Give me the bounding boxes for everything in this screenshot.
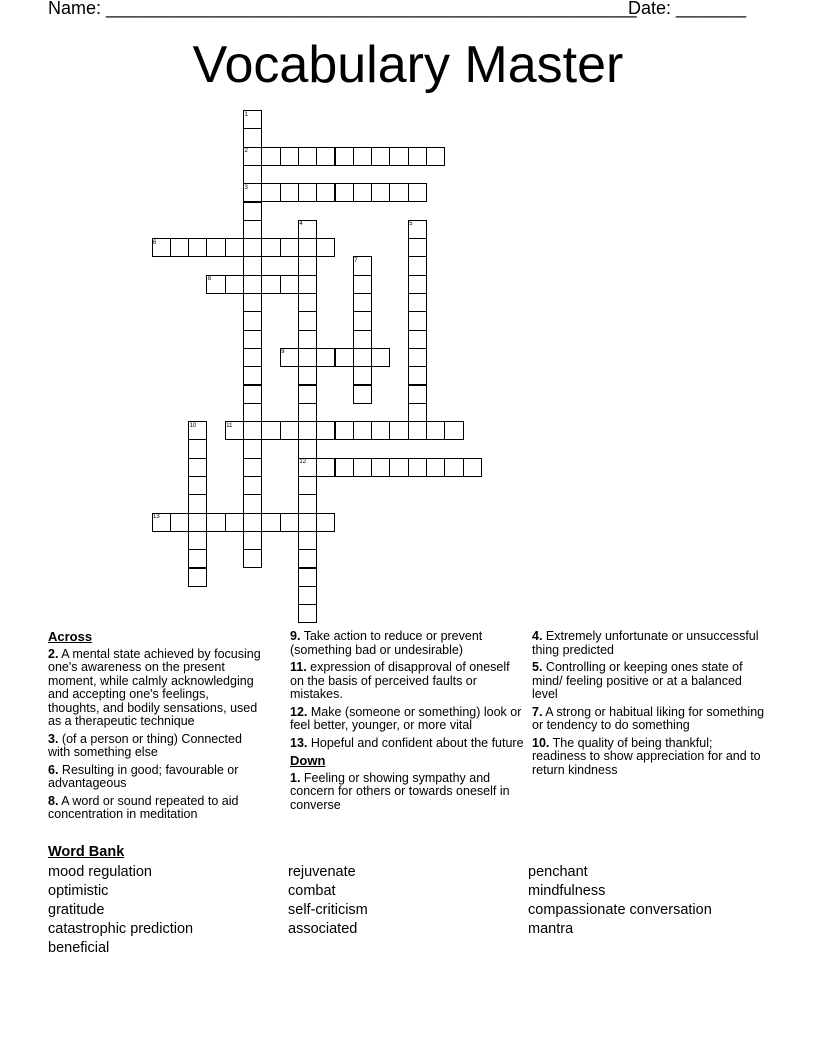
crossword-cell[interactable] — [426, 458, 445, 477]
crossword-cell[interactable] — [298, 238, 317, 257]
crossword-cell[interactable] — [298, 385, 317, 404]
crossword-cell[interactable] — [243, 330, 262, 349]
crossword-cell[interactable] — [298, 275, 317, 294]
crossword-cell[interactable] — [188, 458, 207, 477]
crossword-cell[interactable] — [188, 568, 207, 587]
crossword-cell[interactable] — [243, 256, 262, 275]
crossword-cell[interactable] — [243, 403, 262, 422]
clue-down-10: 10. The quality of being thankful; readiness to show appreciation for and to return kindness — [532, 735, 761, 777]
crossword-cell[interactable] — [280, 421, 299, 440]
clue-across-8: 8. A word or sound repeated to aid concentration in meditation — [48, 793, 239, 821]
crossword-cell[interactable] — [353, 147, 372, 166]
word-bank-column-2 — [288, 863, 368, 939]
clue-across-3: 3. (of a person or thing) Connected with something else — [48, 731, 242, 759]
crossword-cell[interactable] — [371, 458, 390, 477]
crossword-cell[interactable] — [243, 275, 262, 294]
crossword-cell[interactable] — [243, 202, 262, 221]
crossword-cell[interactable] — [353, 183, 372, 202]
clue-number-9: 9 — [281, 349, 285, 356]
crossword-cell[interactable] — [353, 330, 372, 349]
crossword-cell[interactable] — [371, 348, 390, 367]
crossword-cell[interactable] — [243, 293, 262, 312]
crossword-cell[interactable] — [243, 385, 262, 404]
crossword-cell[interactable] — [408, 238, 427, 257]
crossword-cell[interactable] — [353, 348, 372, 367]
crossword-cell[interactable] — [243, 421, 262, 440]
crossword-cell[interactable] — [243, 366, 262, 385]
crossword-cell[interactable] — [298, 494, 317, 513]
word-bank-item: penchant — [528, 864, 588, 880]
word-bank-item: self-criticism — [288, 902, 368, 918]
crossword-cell[interactable] — [243, 513, 262, 532]
crossword-cell[interactable] — [408, 311, 427, 330]
crossword-cell[interactable] — [261, 275, 280, 294]
clue-down-1: 1. Feeling or showing sympathy and concern for others or towards oneself in converse — [290, 770, 510, 812]
crossword-cell[interactable] — [408, 403, 427, 422]
crossword-cell[interactable] — [243, 476, 262, 495]
crossword-cell[interactable] — [243, 439, 262, 458]
word-bank-title: Word Bank — [48, 844, 125, 860]
crossword-cell[interactable] — [243, 531, 262, 550]
crossword-cell[interactable] — [298, 604, 317, 623]
clue-across-11: 11. expression of disapproval of oneself on the basis of perceived faults or mistakes. — [290, 660, 510, 701]
crossword-cell[interactable] — [298, 531, 317, 550]
crossword-cell[interactable] — [261, 238, 280, 257]
clue-number-3: 3 — [244, 184, 248, 191]
crossword-cell[interactable] — [298, 586, 317, 605]
clues-column-2 — [290, 630, 524, 816]
crossword-cell[interactable] — [243, 549, 262, 568]
crossword-cell[interactable] — [298, 513, 317, 532]
crossword-cell[interactable] — [188, 513, 207, 532]
crossword-cell[interactable] — [335, 183, 354, 202]
clue-number-2: 2 — [244, 148, 248, 155]
crossword-cell[interactable] — [261, 421, 280, 440]
crossword-cell[interactable] — [316, 513, 335, 532]
crossword-cell[interactable] — [444, 458, 463, 477]
clue-number-5: 5 — [409, 221, 413, 228]
clue-down-4: 4. Extremely unfortunate or unsuccessful thing predicted — [532, 629, 759, 657]
crossword-cell[interactable] — [389, 183, 408, 202]
crossword-cell[interactable] — [298, 348, 317, 367]
crossword-cell[interactable] — [408, 366, 427, 385]
clue-number-6: 6 — [153, 239, 157, 246]
crossword-cell[interactable] — [426, 147, 445, 166]
crossword-cell[interactable] — [335, 421, 354, 440]
crossword-cell[interactable] — [243, 128, 262, 147]
crossword-cell[interactable] — [335, 348, 354, 367]
clues-column-3 — [532, 630, 768, 781]
word-bank-column-1 — [48, 863, 193, 958]
crossword-cell[interactable] — [353, 366, 372, 385]
crossword-cell[interactable] — [408, 183, 427, 202]
crossword-cell[interactable] — [170, 513, 189, 532]
clue-number-4: 4 — [299, 221, 303, 228]
word-bank-item: combat — [288, 883, 336, 899]
crossword-cell[interactable] — [225, 238, 244, 257]
clue-number-11: 11 — [226, 422, 233, 429]
crossword-cell[interactable] — [316, 421, 335, 440]
crossword-cell[interactable] — [316, 458, 335, 477]
word-bank-item: mood regulation — [48, 864, 152, 880]
crossword-cell[interactable] — [280, 275, 299, 294]
crossword-cell[interactable] — [280, 238, 299, 257]
crossword-cell[interactable] — [243, 220, 262, 239]
crossword-cell[interactable] — [408, 147, 427, 166]
clue-across-6: 6. Resulting in good; favourable or advantageous — [48, 762, 239, 790]
crossword-cell[interactable] — [353, 293, 372, 312]
crossword-cell[interactable] — [298, 403, 317, 422]
name-field-label: Name: _____________________________________________________ — [48, 0, 637, 18]
clue-number-12: 12 — [299, 459, 307, 466]
crossword-cell[interactable] — [298, 421, 317, 440]
crossword-cell[interactable] — [225, 275, 244, 294]
crossword-cell[interactable] — [188, 494, 207, 513]
clue-across-12: 12. Make (someone or something) look or feel better, younger, or more vital — [290, 704, 522, 732]
crossword-cell[interactable] — [353, 421, 372, 440]
crossword-cell[interactable] — [444, 421, 463, 440]
word-bank-item: associated — [288, 921, 358, 937]
crossword-cell[interactable] — [463, 458, 482, 477]
clue-down-7: 7. A strong or habitual liking for something or tendency to do something — [532, 704, 765, 732]
word-bank-item: optimistic — [48, 883, 109, 899]
crossword-cell[interactable] — [298, 568, 317, 587]
crossword-cell[interactable] — [298, 311, 317, 330]
crossword-cell[interactable] — [243, 458, 262, 477]
crossword-cell[interactable] — [261, 513, 280, 532]
crossword-cell[interactable] — [408, 348, 427, 367]
crossword-cell[interactable] — [298, 366, 317, 385]
crossword-cell[interactable] — [206, 513, 225, 532]
crossword-cell[interactable] — [408, 256, 427, 275]
crossword-cell[interactable] — [408, 330, 427, 349]
crossword-cell[interactable] — [371, 421, 390, 440]
crossword-cell[interactable] — [170, 238, 189, 257]
clue-across-9: 9. Take action to reduce or prevent (something bad or undesirable) — [290, 629, 483, 657]
crossword-cell[interactable] — [298, 183, 317, 202]
clue-number-13: 13 — [153, 514, 160, 521]
clue-number-10: 10 — [189, 422, 197, 429]
crossword-cell[interactable] — [371, 183, 390, 202]
crossword-cell[interactable] — [298, 293, 317, 312]
page-title: Vocabulary Master — [192, 36, 624, 94]
crossword-cell[interactable] — [426, 421, 445, 440]
crossword-cell[interactable] — [316, 348, 335, 367]
crossword-cell[interactable] — [280, 513, 299, 532]
crossword-cell[interactable] — [225, 513, 244, 532]
crossword-cell[interactable] — [298, 476, 317, 495]
crossword-cell[interactable] — [188, 531, 207, 550]
crossword-cell[interactable] — [316, 147, 335, 166]
crossword-cell[interactable] — [353, 275, 372, 294]
word-bank-item: rejuvenate — [288, 864, 356, 880]
date-field-label: Date: _______ — [628, 0, 747, 18]
word-bank-item: beneficial — [48, 940, 110, 956]
crossword-cell[interactable] — [371, 147, 390, 166]
clue-number-8: 8 — [207, 276, 212, 283]
clue-number-1: 1 — [244, 111, 248, 118]
crossword-cell[interactable] — [316, 238, 335, 257]
clues-column-1 — [48, 630, 263, 826]
crossword-cell[interactable] — [389, 421, 408, 440]
crossword-cell[interactable] — [188, 549, 207, 568]
crossword-cell[interactable] — [408, 385, 427, 404]
crossword-cell[interactable] — [280, 147, 299, 166]
word-bank-item: gratitude — [48, 902, 105, 918]
crossword-cell[interactable] — [353, 311, 372, 330]
crossword-cell[interactable] — [353, 385, 372, 404]
clue-number-7: 7 — [354, 257, 358, 264]
crossword-cell[interactable] — [389, 458, 408, 477]
crossword-cell[interactable] — [243, 348, 262, 367]
word-bank-column-3 — [528, 863, 712, 939]
clue-down-5: 5. Controlling or keeping ones state of mind/ feeling positive or at a balanced level — [532, 660, 743, 701]
crossword-cell[interactable] — [261, 183, 280, 202]
clue-across-13: 13. Hopeful and confident about the future — [290, 735, 524, 750]
crossword-cell[interactable] — [353, 458, 372, 477]
crossword-cell[interactable] — [408, 275, 427, 294]
crossword-cell[interactable] — [298, 549, 317, 568]
down-heading: Down — [290, 753, 326, 768]
crossword-cell[interactable] — [408, 458, 427, 477]
crossword-cell[interactable] — [408, 293, 427, 312]
crossword-cell[interactable] — [408, 421, 427, 440]
crossword-cell[interactable] — [188, 439, 207, 458]
crossword-cell[interactable] — [335, 147, 354, 166]
word-bank-item: mindfulness — [528, 883, 606, 899]
crossword-cell[interactable] — [298, 147, 317, 166]
crossword-cell[interactable] — [298, 330, 317, 349]
crossword-cell[interactable] — [316, 183, 335, 202]
across-heading: Across — [48, 629, 93, 644]
word-bank-item: catastrophic prediction — [48, 921, 194, 937]
crossword-cell[interactable] — [335, 458, 354, 477]
word-bank-item: compassionate conversation — [528, 902, 712, 918]
crossword-cell[interactable] — [243, 311, 262, 330]
crossword-cell[interactable] — [243, 494, 262, 513]
crossword-cell[interactable] — [243, 238, 262, 257]
crossword-cell[interactable] — [188, 476, 207, 495]
crossword-cell[interactable] — [298, 439, 317, 458]
crossword-cell[interactable] — [261, 147, 280, 166]
word-bank-item: mantra — [528, 921, 574, 937]
crossword-cell[interactable] — [389, 147, 408, 166]
crossword-cell[interactable] — [280, 183, 299, 202]
clue-across-2: 2. A mental state achieved by focusing one's awareness on the present moment, while calmly acknowledging and accepting one's feelings, thoughts, and bodily sensations, used as a therapeutic technique — [48, 646, 261, 728]
crossword-cell[interactable] — [206, 238, 225, 257]
crossword-cell[interactable] — [243, 165, 262, 184]
crossword-cell[interactable] — [298, 256, 317, 275]
crossword-cell[interactable] — [188, 238, 207, 257]
